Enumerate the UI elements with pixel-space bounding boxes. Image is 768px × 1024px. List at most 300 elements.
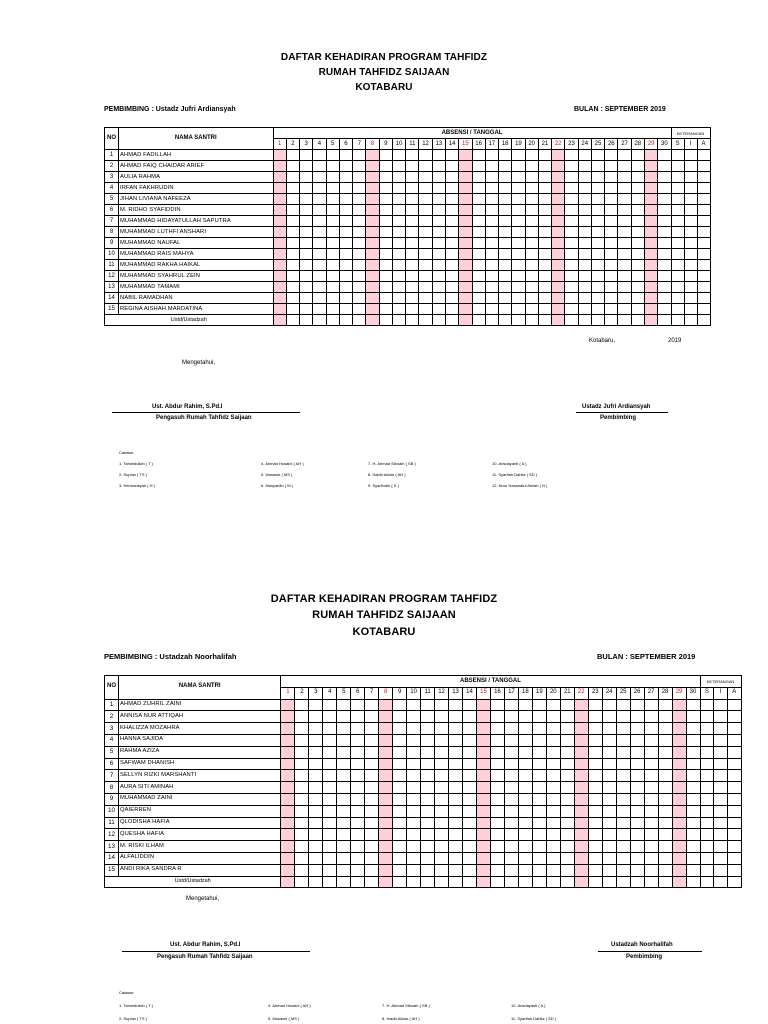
attendance-cell[interactable] (574, 734, 588, 746)
attendance-cell[interactable] (366, 172, 379, 183)
attendance-cell[interactable] (365, 734, 379, 746)
attendance-cell[interactable] (490, 852, 504, 864)
attendance-cell[interactable] (658, 260, 671, 271)
attendance-cell[interactable] (286, 194, 299, 205)
attendance-cell[interactable] (445, 315, 458, 326)
attendance-cell[interactable] (644, 194, 657, 205)
attendance-cell[interactable] (552, 227, 565, 238)
attendance-cell[interactable] (392, 172, 405, 183)
attendance-cell[interactable] (281, 699, 295, 711)
attendance-cell[interactable] (476, 793, 490, 805)
attendance-cell[interactable] (552, 293, 565, 304)
attendance-cell[interactable] (512, 271, 525, 282)
attendance-cell[interactable] (459, 249, 472, 260)
attendance-cell[interactable] (630, 711, 644, 723)
attendance-cell[interactable] (591, 238, 604, 249)
attendance-cell[interactable] (339, 293, 352, 304)
attendance-cell[interactable] (546, 793, 560, 805)
attendance-cell[interactable] (602, 876, 616, 888)
attendance-cell[interactable] (578, 304, 591, 315)
attendance-cell[interactable] (353, 238, 366, 249)
attendance-cell[interactable] (472, 238, 485, 249)
attendance-cell[interactable] (449, 805, 463, 817)
attendance-cell[interactable] (463, 758, 477, 770)
attendance-cell[interactable] (366, 205, 379, 216)
attendance-cell[interactable] (337, 817, 351, 829)
attendance-cell[interactable] (326, 227, 339, 238)
attendance-cell[interactable] (574, 864, 588, 876)
attendance-cell[interactable] (339, 249, 352, 260)
attendance-cell[interactable] (351, 841, 365, 853)
attendance-cell[interactable] (445, 304, 458, 315)
attendance-cell[interactable] (546, 734, 560, 746)
attendance-cell[interactable] (337, 805, 351, 817)
keterangan-cell[interactable] (700, 805, 714, 817)
attendance-cell[interactable] (379, 829, 393, 841)
attendance-cell[interactable] (323, 793, 337, 805)
attendance-cell[interactable] (602, 829, 616, 841)
attendance-cell[interactable] (379, 172, 392, 183)
attendance-cell[interactable] (512, 183, 525, 194)
attendance-cell[interactable] (407, 699, 421, 711)
attendance-cell[interactable] (588, 782, 602, 794)
attendance-cell[interactable] (432, 227, 445, 238)
attendance-cell[interactable] (512, 304, 525, 315)
keterangan-cell[interactable] (700, 699, 714, 711)
attendance-cell[interactable] (532, 829, 546, 841)
attendance-cell[interactable] (432, 260, 445, 271)
attendance-cell[interactable] (560, 805, 574, 817)
attendance-cell[interactable] (578, 183, 591, 194)
attendance-cell[interactable] (616, 805, 630, 817)
attendance-cell[interactable] (281, 782, 295, 794)
attendance-cell[interactable] (485, 183, 498, 194)
attendance-cell[interactable] (326, 172, 339, 183)
attendance-cell[interactable] (499, 238, 512, 249)
attendance-cell[interactable] (476, 782, 490, 794)
attendance-cell[interactable] (472, 161, 485, 172)
attendance-cell[interactable] (379, 227, 392, 238)
attendance-cell[interactable] (672, 876, 686, 888)
attendance-cell[interactable] (326, 304, 339, 315)
attendance-cell[interactable] (273, 194, 286, 205)
attendance-cell[interactable] (435, 793, 449, 805)
attendance-cell[interactable] (313, 161, 326, 172)
attendance-cell[interactable] (538, 161, 551, 172)
keterangan-cell[interactable] (671, 205, 684, 216)
attendance-cell[interactable] (472, 194, 485, 205)
attendance-cell[interactable] (644, 723, 658, 735)
attendance-cell[interactable] (686, 817, 700, 829)
attendance-cell[interactable] (379, 238, 392, 249)
attendance-cell[interactable] (490, 723, 504, 735)
attendance-cell[interactable] (300, 161, 313, 172)
attendance-cell[interactable] (565, 227, 578, 238)
attendance-cell[interactable] (644, 227, 657, 238)
attendance-cell[interactable] (326, 150, 339, 161)
attendance-cell[interactable] (351, 805, 365, 817)
attendance-cell[interactable] (532, 841, 546, 853)
attendance-cell[interactable] (339, 150, 352, 161)
attendance-cell[interactable] (630, 864, 644, 876)
attendance-cell[interactable] (525, 282, 538, 293)
attendance-cell[interactable] (630, 746, 644, 758)
attendance-cell[interactable] (485, 249, 498, 260)
attendance-cell[interactable] (432, 304, 445, 315)
keterangan-cell[interactable] (727, 817, 741, 829)
attendance-cell[interactable] (393, 699, 407, 711)
keterangan-cell[interactable] (671, 249, 684, 260)
attendance-cell[interactable] (323, 782, 337, 794)
attendance-cell[interactable] (686, 734, 700, 746)
attendance-cell[interactable] (337, 782, 351, 794)
attendance-cell[interactable] (286, 282, 299, 293)
keterangan-cell[interactable] (714, 746, 728, 758)
attendance-cell[interactable] (379, 271, 392, 282)
keterangan-cell[interactable] (714, 793, 728, 805)
attendance-cell[interactable] (339, 260, 352, 271)
attendance-cell[interactable] (512, 260, 525, 271)
attendance-cell[interactable] (672, 711, 686, 723)
attendance-cell[interactable] (658, 304, 671, 315)
keterangan-cell[interactable] (700, 734, 714, 746)
attendance-cell[interactable] (379, 817, 393, 829)
attendance-cell[interactable] (392, 293, 405, 304)
attendance-cell[interactable] (672, 805, 686, 817)
attendance-cell[interactable] (407, 876, 421, 888)
attendance-cell[interactable] (504, 841, 518, 853)
attendance-cell[interactable] (432, 293, 445, 304)
attendance-cell[interactable] (463, 699, 477, 711)
attendance-cell[interactable] (618, 293, 631, 304)
attendance-cell[interactable] (504, 734, 518, 746)
attendance-cell[interactable] (591, 271, 604, 282)
attendance-cell[interactable] (644, 841, 658, 853)
attendance-cell[interactable] (323, 758, 337, 770)
attendance-cell[interactable] (538, 183, 551, 194)
attendance-cell[interactable] (658, 793, 672, 805)
attendance-cell[interactable] (525, 249, 538, 260)
attendance-cell[interactable] (605, 205, 618, 216)
keterangan-cell[interactable] (671, 282, 684, 293)
attendance-cell[interactable] (421, 864, 435, 876)
attendance-cell[interactable] (605, 216, 618, 227)
attendance-cell[interactable] (273, 293, 286, 304)
attendance-cell[interactable] (432, 150, 445, 161)
attendance-cell[interactable] (618, 249, 631, 260)
attendance-cell[interactable] (565, 315, 578, 326)
keterangan-cell[interactable] (727, 876, 741, 888)
attendance-cell[interactable] (686, 876, 700, 888)
keterangan-cell[interactable] (700, 711, 714, 723)
attendance-cell[interactable] (449, 770, 463, 782)
attendance-cell[interactable] (532, 734, 546, 746)
attendance-cell[interactable] (504, 829, 518, 841)
attendance-cell[interactable] (449, 876, 463, 888)
attendance-cell[interactable] (602, 782, 616, 794)
attendance-cell[interactable] (313, 205, 326, 216)
attendance-cell[interactable] (406, 161, 419, 172)
attendance-cell[interactable] (631, 293, 644, 304)
attendance-cell[interactable] (644, 183, 657, 194)
attendance-cell[interactable] (605, 315, 618, 326)
attendance-cell[interactable] (578, 238, 591, 249)
keterangan-cell[interactable] (714, 829, 728, 841)
attendance-cell[interactable] (602, 758, 616, 770)
attendance-cell[interactable] (578, 216, 591, 227)
attendance-cell[interactable] (644, 260, 657, 271)
attendance-cell[interactable] (618, 282, 631, 293)
attendance-cell[interactable] (366, 183, 379, 194)
keterangan-cell[interactable] (697, 293, 710, 304)
attendance-cell[interactable] (512, 227, 525, 238)
attendance-cell[interactable] (407, 852, 421, 864)
attendance-cell[interactable] (353, 249, 366, 260)
attendance-cell[interactable] (273, 172, 286, 183)
attendance-cell[interactable] (295, 758, 309, 770)
attendance-cell[interactable] (379, 770, 393, 782)
attendance-cell[interactable] (273, 238, 286, 249)
attendance-cell[interactable] (379, 805, 393, 817)
attendance-cell[interactable] (351, 699, 365, 711)
attendance-cell[interactable] (532, 805, 546, 817)
attendance-cell[interactable] (518, 864, 532, 876)
keterangan-cell[interactable] (700, 723, 714, 735)
attendance-cell[interactable] (630, 793, 644, 805)
attendance-cell[interactable] (518, 758, 532, 770)
attendance-cell[interactable] (419, 293, 432, 304)
attendance-cell[interactable] (605, 249, 618, 260)
attendance-cell[interactable] (644, 304, 657, 315)
attendance-cell[interactable] (631, 227, 644, 238)
attendance-cell[interactable] (309, 864, 323, 876)
attendance-cell[interactable] (546, 805, 560, 817)
attendance-cell[interactable] (546, 723, 560, 735)
attendance-cell[interactable] (449, 734, 463, 746)
attendance-cell[interactable] (309, 841, 323, 853)
attendance-cell[interactable] (459, 271, 472, 282)
attendance-cell[interactable] (379, 249, 392, 260)
attendance-cell[interactable] (552, 172, 565, 183)
keterangan-cell[interactable] (727, 758, 741, 770)
attendance-cell[interactable] (419, 161, 432, 172)
attendance-cell[interactable] (459, 282, 472, 293)
attendance-cell[interactable] (281, 758, 295, 770)
attendance-cell[interactable] (672, 734, 686, 746)
attendance-cell[interactable] (432, 315, 445, 326)
attendance-cell[interactable] (565, 161, 578, 172)
attendance-cell[interactable] (281, 864, 295, 876)
attendance-cell[interactable] (459, 304, 472, 315)
attendance-cell[interactable] (574, 782, 588, 794)
attendance-cell[interactable] (326, 205, 339, 216)
attendance-cell[interactable] (591, 227, 604, 238)
attendance-cell[interactable] (273, 260, 286, 271)
attendance-cell[interactable] (552, 238, 565, 249)
attendance-cell[interactable] (326, 216, 339, 227)
attendance-cell[interactable] (605, 282, 618, 293)
attendance-cell[interactable] (518, 805, 532, 817)
attendance-cell[interactable] (631, 282, 644, 293)
attendance-cell[interactable] (435, 723, 449, 735)
attendance-cell[interactable] (574, 699, 588, 711)
attendance-cell[interactable] (630, 770, 644, 782)
attendance-cell[interactable] (485, 205, 498, 216)
keterangan-cell[interactable] (700, 782, 714, 794)
keterangan-cell[interactable] (697, 282, 710, 293)
attendance-cell[interactable] (339, 238, 352, 249)
attendance-cell[interactable] (351, 864, 365, 876)
attendance-cell[interactable] (591, 282, 604, 293)
attendance-cell[interactable] (686, 711, 700, 723)
attendance-cell[interactable] (323, 876, 337, 888)
attendance-cell[interactable] (286, 271, 299, 282)
attendance-cell[interactable] (432, 282, 445, 293)
attendance-cell[interactable] (616, 829, 630, 841)
keterangan-cell[interactable] (671, 161, 684, 172)
attendance-cell[interactable] (393, 864, 407, 876)
keterangan-cell[interactable] (727, 864, 741, 876)
attendance-cell[interactable] (323, 723, 337, 735)
attendance-cell[interactable] (353, 271, 366, 282)
keterangan-cell[interactable] (700, 758, 714, 770)
attendance-cell[interactable] (406, 293, 419, 304)
attendance-cell[interactable] (602, 841, 616, 853)
attendance-cell[interactable] (407, 782, 421, 794)
attendance-cell[interactable] (435, 782, 449, 794)
attendance-cell[interactable] (591, 194, 604, 205)
attendance-cell[interactable] (392, 304, 405, 315)
attendance-cell[interactable] (365, 793, 379, 805)
attendance-cell[interactable] (518, 711, 532, 723)
attendance-cell[interactable] (546, 782, 560, 794)
attendance-cell[interactable] (421, 793, 435, 805)
keterangan-cell[interactable] (671, 271, 684, 282)
attendance-cell[interactable] (273, 282, 286, 293)
attendance-cell[interactable] (421, 758, 435, 770)
keterangan-cell[interactable] (714, 699, 728, 711)
attendance-cell[interactable] (578, 249, 591, 260)
attendance-cell[interactable] (379, 194, 392, 205)
attendance-cell[interactable] (472, 183, 485, 194)
attendance-cell[interactable] (658, 216, 671, 227)
keterangan-cell[interactable] (700, 852, 714, 864)
attendance-cell[interactable] (407, 817, 421, 829)
attendance-cell[interactable] (392, 216, 405, 227)
attendance-cell[interactable] (445, 150, 458, 161)
attendance-cell[interactable] (574, 841, 588, 853)
keterangan-cell[interactable] (684, 304, 697, 315)
attendance-cell[interactable] (300, 249, 313, 260)
attendance-cell[interactable] (463, 782, 477, 794)
attendance-cell[interactable] (472, 315, 485, 326)
attendance-cell[interactable] (538, 150, 551, 161)
attendance-cell[interactable] (309, 805, 323, 817)
attendance-cell[interactable] (518, 770, 532, 782)
attendance-cell[interactable] (574, 758, 588, 770)
attendance-cell[interactable] (499, 293, 512, 304)
attendance-cell[interactable] (339, 161, 352, 172)
attendance-cell[interactable] (286, 293, 299, 304)
attendance-cell[interactable] (337, 746, 351, 758)
attendance-cell[interactable] (463, 711, 477, 723)
attendance-cell[interactable] (618, 260, 631, 271)
attendance-cell[interactable] (337, 864, 351, 876)
attendance-cell[interactable] (459, 150, 472, 161)
attendance-cell[interactable] (295, 699, 309, 711)
attendance-cell[interactable] (578, 161, 591, 172)
attendance-cell[interactable] (560, 711, 574, 723)
attendance-cell[interactable] (445, 282, 458, 293)
attendance-cell[interactable] (337, 699, 351, 711)
keterangan-cell[interactable] (684, 282, 697, 293)
attendance-cell[interactable] (565, 293, 578, 304)
attendance-cell[interactable] (406, 238, 419, 249)
keterangan-cell[interactable] (697, 161, 710, 172)
attendance-cell[interactable] (512, 238, 525, 249)
attendance-cell[interactable] (631, 238, 644, 249)
attendance-cell[interactable] (366, 194, 379, 205)
attendance-cell[interactable] (326, 293, 339, 304)
attendance-cell[interactable] (538, 227, 551, 238)
attendance-cell[interactable] (286, 161, 299, 172)
attendance-cell[interactable] (560, 817, 574, 829)
attendance-cell[interactable] (644, 711, 658, 723)
keterangan-cell[interactable] (714, 770, 728, 782)
attendance-cell[interactable] (658, 194, 671, 205)
attendance-cell[interactable] (630, 805, 644, 817)
attendance-cell[interactable] (525, 161, 538, 172)
attendance-cell[interactable] (326, 271, 339, 282)
attendance-cell[interactable] (326, 161, 339, 172)
keterangan-cell[interactable] (697, 216, 710, 227)
attendance-cell[interactable] (421, 699, 435, 711)
attendance-cell[interactable] (313, 172, 326, 183)
attendance-cell[interactable] (313, 315, 326, 326)
attendance-cell[interactable] (432, 172, 445, 183)
attendance-cell[interactable] (672, 817, 686, 829)
attendance-cell[interactable] (658, 711, 672, 723)
attendance-cell[interactable] (419, 260, 432, 271)
attendance-cell[interactable] (366, 216, 379, 227)
keterangan-cell[interactable] (727, 770, 741, 782)
attendance-cell[interactable] (578, 150, 591, 161)
attendance-cell[interactable] (591, 183, 604, 194)
attendance-cell[interactable] (351, 782, 365, 794)
attendance-cell[interactable] (435, 805, 449, 817)
attendance-cell[interactable] (273, 304, 286, 315)
attendance-cell[interactable] (686, 852, 700, 864)
attendance-cell[interactable] (435, 699, 449, 711)
attendance-cell[interactable] (313, 271, 326, 282)
attendance-cell[interactable] (463, 829, 477, 841)
attendance-cell[interactable] (300, 183, 313, 194)
attendance-cell[interactable] (406, 271, 419, 282)
attendance-cell[interactable] (392, 260, 405, 271)
attendance-cell[interactable] (435, 758, 449, 770)
attendance-cell[interactable] (574, 805, 588, 817)
attendance-cell[interactable] (490, 876, 504, 888)
attendance-cell[interactable] (313, 249, 326, 260)
attendance-cell[interactable] (560, 746, 574, 758)
attendance-cell[interactable] (658, 864, 672, 876)
attendance-cell[interactable] (351, 817, 365, 829)
attendance-cell[interactable] (273, 205, 286, 216)
attendance-cell[interactable] (588, 864, 602, 876)
attendance-cell[interactable] (490, 782, 504, 794)
attendance-cell[interactable] (323, 770, 337, 782)
keterangan-cell[interactable] (671, 304, 684, 315)
